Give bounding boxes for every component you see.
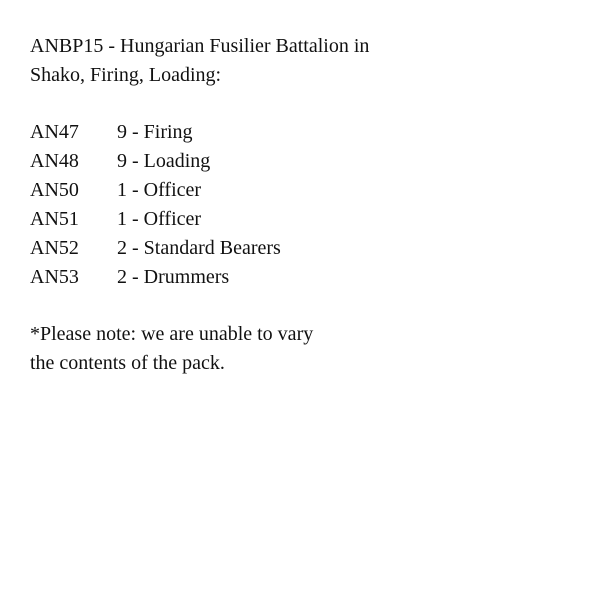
item-code: AN53	[30, 266, 79, 288]
item-description: 9 - Firing	[117, 121, 193, 143]
item-code: AN52	[30, 237, 79, 259]
item-code: AN50	[30, 179, 79, 201]
pack-note-line-2: the contents of the pack.	[30, 352, 225, 374]
pack-title	[30, 32, 570, 90]
item-description: 1 - Officer	[117, 179, 202, 201]
pack-contents-list	[30, 118, 570, 292]
pack-description	[30, 32, 570, 378]
list-item	[30, 147, 570, 176]
item-description: 2 - Drummers	[117, 266, 230, 288]
list-item	[30, 118, 570, 147]
item-code: AN48	[30, 150, 79, 172]
pack-note-line-1: *Please note: we are unable to vary	[30, 323, 314, 345]
item-description: 1 - Officer	[117, 208, 202, 230]
item-code: AN51	[30, 208, 79, 230]
list-item	[30, 234, 570, 263]
list-item	[30, 176, 570, 205]
pack-title-line-1: ANBP15 - Hungarian Fusilier Battalion in	[30, 35, 370, 57]
pack-title-line-2: Shako, Firing, Loading:	[30, 64, 222, 86]
list-item	[30, 263, 570, 292]
list-item	[30, 205, 570, 234]
pack-note	[30, 320, 570, 378]
item-description: 9 - Loading	[117, 150, 211, 172]
item-code: AN47	[30, 121, 79, 143]
item-description: 2 - Standard Bearers	[117, 237, 281, 259]
